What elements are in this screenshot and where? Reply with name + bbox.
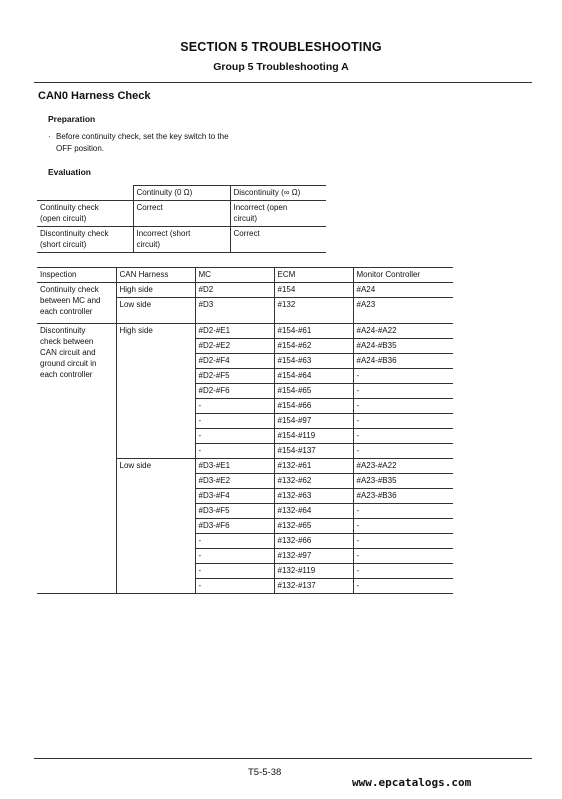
- harness-cell-high: High side: [116, 324, 195, 459]
- mc-cell: #D2: [195, 283, 274, 298]
- ecm-cell: #132-#119: [274, 564, 353, 579]
- ecm-cell: #132-#97: [274, 549, 353, 564]
- inspection-header-row: [37, 268, 453, 283]
- cell: circuit): [136, 240, 161, 249]
- row-label: (open circuit): [40, 214, 87, 223]
- monitor-cell: #A23-#B35: [353, 474, 453, 489]
- mc-cell: #D3-#F5: [195, 504, 274, 519]
- cell: Correct: [136, 203, 163, 212]
- preparation-text: [48, 131, 229, 155]
- section-title: SECTION 5 TROUBLESHOOTING: [180, 40, 382, 54]
- monitor-cell: -: [353, 444, 453, 459]
- monitor-cell: -: [353, 534, 453, 549]
- label-line: Continuity check: [40, 285, 99, 294]
- mc-cell: #D2-#F4: [195, 354, 274, 369]
- monitor-cell: -: [353, 519, 453, 534]
- monitor-cell: -: [353, 564, 453, 579]
- check-title: CAN0 Harness Check: [38, 90, 151, 102]
- mc-cell: -: [195, 429, 274, 444]
- monitor-cell: #A24-#A22: [353, 324, 453, 339]
- label-line: check between: [40, 337, 94, 346]
- monitor-cell: -: [353, 399, 453, 414]
- header-can-harness: CAN Harness: [116, 268, 195, 283]
- footer-rule: [34, 758, 532, 759]
- mc-cell: -: [195, 444, 274, 459]
- monitor-cell: -: [353, 369, 453, 384]
- inspection-table: [37, 267, 453, 594]
- mc-cell: #D3: [195, 298, 274, 324]
- mc-cell: #D2-#F5: [195, 369, 274, 384]
- label-line: each controller: [40, 370, 93, 379]
- evaluation-table: [37, 185, 326, 253]
- ecm-cell: #154-#66: [274, 399, 353, 414]
- evaluation-corner: [37, 186, 133, 201]
- mc-cell: -: [195, 534, 274, 549]
- ecm-cell: #154-#62: [274, 339, 353, 354]
- ecm-cell: #154-#97: [274, 414, 353, 429]
- monitor-cell: #A23-#B36: [353, 489, 453, 504]
- preparation-heading: Preparation: [48, 114, 96, 124]
- header-monitor-controller: Monitor Controller: [353, 268, 453, 283]
- harness-cell: High side: [116, 283, 195, 298]
- mc-cell: #D2-#E2: [195, 339, 274, 354]
- ecm-cell: #154-#63: [274, 354, 353, 369]
- monitor-cell: -: [353, 414, 453, 429]
- evaluation-heading: Evaluation: [48, 167, 91, 177]
- mc-cell: #D3-#E2: [195, 474, 274, 489]
- monitor-cell: -: [353, 579, 453, 594]
- monitor-cell: #A23-#A22: [353, 459, 453, 474]
- monitor-cell: -: [353, 429, 453, 444]
- mc-cell: #D2-#E1: [195, 324, 274, 339]
- ecm-cell: #154-#64: [274, 369, 353, 384]
- mc-cell: -: [195, 549, 274, 564]
- mc-cell: -: [195, 414, 274, 429]
- evaluation-row: [37, 227, 326, 253]
- cell: Incorrect (open: [233, 203, 288, 212]
- harness-cell-low: Low side: [116, 459, 195, 594]
- row-label: (short circuit): [40, 240, 87, 249]
- evaluation-row: [37, 201, 326, 227]
- cell: Correct: [233, 229, 260, 238]
- preparation-line-1: Before continuity check, set the key switch to the: [56, 132, 229, 141]
- header-ecm: ECM: [274, 268, 353, 283]
- label-line: Discontinuity: [40, 326, 86, 335]
- discontinuity-check-label: [37, 324, 116, 594]
- label-line: between MC and: [40, 296, 101, 305]
- evaluation-header-continuity: Continuity (0 Ω): [133, 186, 230, 201]
- mc-cell: #D3-#F4: [195, 489, 274, 504]
- group-title: Group 5 Troubleshooting A: [213, 61, 349, 73]
- ecm-cell: #132-#61: [274, 459, 353, 474]
- harness-cell: Low side: [116, 298, 195, 324]
- cell: Incorrect (short: [136, 229, 191, 238]
- ecm-cell: #132-#65: [274, 519, 353, 534]
- ecm-cell: #132-#64: [274, 504, 353, 519]
- mc-cell: -: [195, 399, 274, 414]
- cell: circuit): [233, 214, 258, 223]
- ecm-cell: #154-#137: [274, 444, 353, 459]
- monitor-cell: #A24-#B35: [353, 339, 453, 354]
- monitor-cell: -: [353, 504, 453, 519]
- label-line: each controller: [40, 307, 93, 316]
- ecm-cell: #132-#62: [274, 474, 353, 489]
- label-line: CAN circuit and: [40, 348, 96, 357]
- mc-cell: #D3-#F6: [195, 519, 274, 534]
- mc-cell: -: [195, 579, 274, 594]
- page-number: T5-5-38: [248, 767, 282, 778]
- watermark: www.epcatalogs.com: [352, 776, 472, 789]
- ecm-cell: #154: [274, 283, 353, 298]
- mc-cell: #D3-#E1: [195, 459, 274, 474]
- mc-cell: #D2-#F6: [195, 384, 274, 399]
- bullet: ·: [48, 132, 51, 141]
- header-inspection: Inspection: [37, 268, 116, 283]
- header-rule: [34, 82, 532, 83]
- monitor-cell: -: [353, 384, 453, 399]
- ecm-cell: #132: [274, 298, 353, 324]
- ecm-cell: #132-#137: [274, 579, 353, 594]
- mc-cell: -: [195, 564, 274, 579]
- header-mc: MC: [195, 268, 274, 283]
- ecm-cell: #154-#65: [274, 384, 353, 399]
- ecm-cell: #154-#61: [274, 324, 353, 339]
- row-label: Continuity check: [40, 203, 99, 212]
- monitor-cell: -: [353, 549, 453, 564]
- table-row: [37, 283, 453, 298]
- table-row: [37, 324, 453, 339]
- evaluation-header-discontinuity: Discontinuity (∞ Ω): [230, 186, 326, 201]
- ecm-cell: #154-#119: [274, 429, 353, 444]
- ecm-cell: #132-#66: [274, 534, 353, 549]
- monitor-cell: #A23: [353, 298, 453, 324]
- ecm-cell: #132-#63: [274, 489, 353, 504]
- monitor-cell: #A24-#B36: [353, 354, 453, 369]
- monitor-cell: #A24: [353, 283, 453, 298]
- label-line: ground circuit in: [40, 359, 97, 368]
- continuity-check-label: [37, 283, 116, 324]
- row-label: Discontinuity check: [40, 229, 109, 238]
- preparation-line-2: OFF position.: [56, 144, 105, 153]
